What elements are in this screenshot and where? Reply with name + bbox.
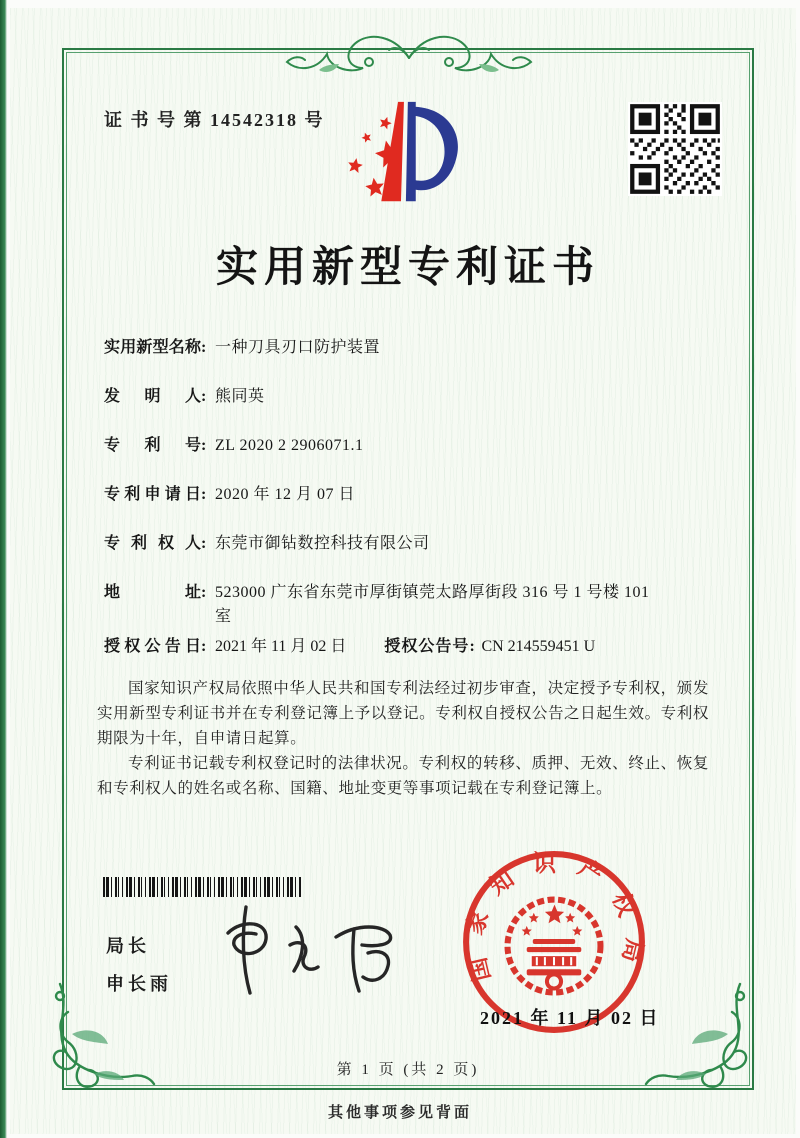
field-value-inventor: 熊同英 (215, 388, 265, 405)
field-value-grant-number: CN 214559451 U (481, 638, 596, 655)
commissioner-name: 申长雨 (106, 974, 172, 994)
certificate-title: 实用新型专利证书 (215, 245, 600, 291)
field-row-name: 实用新型名称 : 一种刀具刃口防护装置 (104, 336, 670, 360)
field-value-utility-model-name: 一种刀具刃口防护装置 (215, 339, 381, 356)
field-row-filing-date: 专利申请日 : 2020 年 12 月 07 日 (104, 483, 670, 507)
legal-text-block (97, 676, 709, 801)
seal-date: 2021 年 11 月 02 日 (480, 1008, 660, 1028)
corner-flourish-right (642, 982, 764, 1108)
certificate-number: 证 书 号 第 14542318 号 (104, 110, 325, 130)
handwritten-signature-icon (212, 893, 412, 1008)
field-label: 实用新型名称 (104, 339, 201, 356)
field-label: 专利号 (104, 437, 201, 454)
cnipa-logo-icon (336, 96, 464, 216)
field-row-address: 地址 : 523000 广东省东莞市厚街镇莞太路厚街段 316 号 1 号楼 101 室 (104, 581, 670, 629)
field-label: 专利申请日 (104, 486, 201, 503)
field-label: 授权公告号 (384, 638, 470, 655)
corner-flourish-left (36, 982, 158, 1108)
field-row-inventor: 发明人 : 熊同英 (104, 385, 670, 409)
top-flourish-ornament (279, 24, 539, 82)
field-label: 专利权人 (104, 535, 201, 552)
seal-text: 国家知识产权局 (460, 851, 648, 984)
legal-paragraph-2: 专利证书记载专利权登记时的法律状况。专利权的转移、质押、无效、终止、恢复和专利权人的姓名或名称、国籍、地址变更等事项记载在专利登记簿上。 (97, 755, 709, 797)
field-label: 发明人 (104, 388, 201, 405)
fields-block (104, 336, 670, 684)
field-value-address: 523000 广东省东莞市厚街镇莞太路厚街段 316 号 1 号楼 101 室 (215, 584, 650, 625)
page-number: 第 1 页 (共 2 页) (336, 1062, 480, 1078)
field-value-patent-number: ZL 2020 2 2906071.1 (215, 437, 364, 454)
field-row-patent-number: 专利号 : ZL 2020 2 2906071.1 (104, 434, 670, 458)
field-value-patentee: 东莞市御钻数控科技有限公司 (215, 535, 430, 552)
qr-code-icon (628, 102, 722, 196)
back-side-note: 其他事项参见背面 (327, 1105, 472, 1121)
field-row-patentee: 专利权人 : 东莞市御钻数控科技有限公司 (104, 532, 670, 556)
field-label: 授权公告日 (104, 638, 201, 655)
field-value-grant-date: 2021 年 11 月 02 日 (215, 638, 347, 655)
field-label: 地址 (104, 584, 201, 601)
field-row-grant: 授权公告日 : 2021 年 11 月 02 日 授权公告号 : CN 214559451 U (104, 635, 670, 659)
commissioner-title: 局长 (106, 936, 150, 956)
legal-paragraph-1: 国家知识产权局依照中华人民共和国专利法经过初步审查，决定授予专利权，颁发实用新型专利证书并在专利登记簿上予以登记。专利权自授权公告之日起生效。专利权期限为十年，自申请日起算。 (97, 680, 709, 747)
field-pair-grant-number: 授权公告号 : CN 214559451 U (384, 635, 595, 659)
scan-edge-shadow (0, 0, 7, 1138)
field-value-filing-date: 2020 年 12 月 07 日 (215, 486, 356, 503)
